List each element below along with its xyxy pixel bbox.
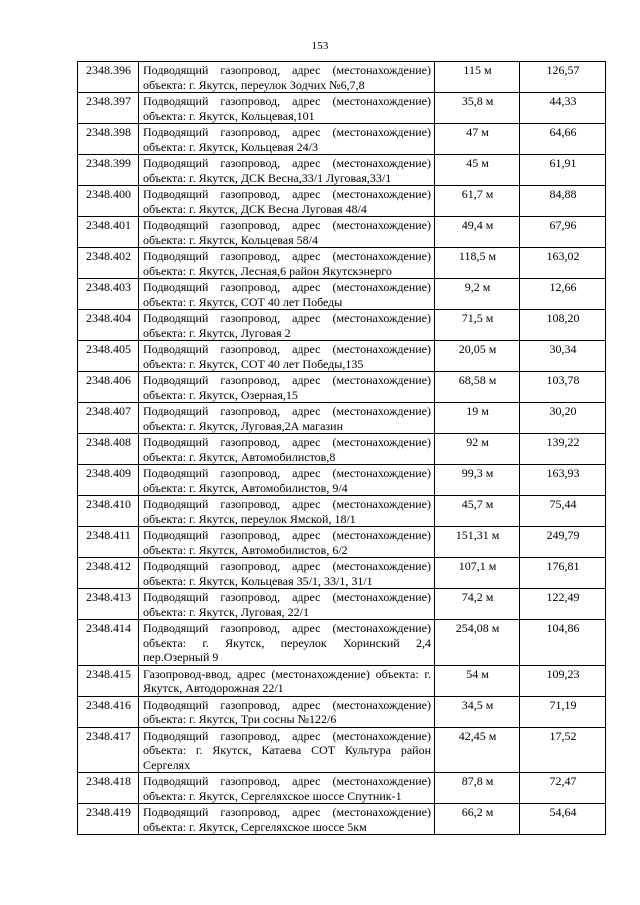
object-description-cell: Подводящий газопровод, адрес (местонахождение) объекта: г. Якутск, Кольцевая 24/3 — [139, 124, 435, 155]
table-row — [78, 403, 606, 434]
table-row — [78, 124, 606, 155]
object-description-cell: Подводящий газопровод, адрес (местонахождение) объекта: г. Якутск, Кольцевая 35/1, 33/1, 31/1 — [139, 558, 435, 589]
value-cell: 67,96 — [520, 217, 606, 248]
object-description-cell: Подводящий газопровод, адрес (местонахождение) объекта: г. Якутск, ДСК Весна Луговая 48/4 — [139, 186, 435, 217]
length-cell: 74,2 м — [435, 589, 520, 620]
table-row — [78, 620, 606, 666]
value-cell: 109,23 — [520, 665, 606, 696]
table-row — [78, 310, 606, 341]
row-number-cell: 2348.410 — [78, 496, 139, 527]
page-number: 153 — [311, 40, 329, 52]
value-cell: 104,86 — [520, 620, 606, 666]
object-description-cell: Подводящий газопровод, адрес (местонахождение) объекта: г. Якутск, СОТ 40 лет Победы,135 — [139, 341, 435, 372]
length-cell: 61,7 м — [435, 186, 520, 217]
row-number-cell: 2348.405 — [78, 341, 139, 372]
table-row — [78, 727, 606, 773]
value-cell: 176,81 — [520, 558, 606, 589]
row-number-cell: 2348.414 — [78, 620, 139, 666]
table-row — [78, 527, 606, 558]
value-cell: 71,19 — [520, 696, 606, 727]
table-row — [78, 248, 606, 279]
row-number-cell: 2348.404 — [78, 310, 139, 341]
object-description-cell: Подводящий газопровод, адрес (местонахождение) объекта: г. Якутск, Лесная,6 район Якутскэнерго — [139, 248, 435, 279]
row-number-cell: 2348.398 — [78, 124, 139, 155]
length-cell: 45,7 м — [435, 496, 520, 527]
length-cell: 92 м — [435, 434, 520, 465]
row-number-cell: 2348.402 — [78, 248, 139, 279]
table-row — [78, 496, 606, 527]
value-cell: 30,20 — [520, 403, 606, 434]
object-description-cell: Подводящий газопровод, адрес (местонахождение) объекта: г. Якутск, Автомобилистов, 9/4 — [139, 465, 435, 496]
value-cell: 163,93 — [520, 465, 606, 496]
object-description-cell: Подводящий газопровод, адрес (местонахождение) объекта: г. Якутск, Озерная,15 — [139, 372, 435, 403]
length-cell: 66,2 м — [435, 804, 520, 835]
object-description-cell: Подводящий газопровод, адрес (местонахождение) объекта: г. Якутск, переулок Зодчих №6,7,8 — [139, 62, 435, 93]
row-number-cell: 2348.397 — [78, 93, 139, 124]
object-description-cell: Подводящий газопровод, адрес (местонахождение) объекта: г. Якутск, Сергеляхское шоссе Спутник-1 — [139, 773, 435, 804]
object-description-cell: Подводящий газопровод, адрес (местонахождение) объекта: г. Якутск, Сергеляхское шоссе 5км — [139, 804, 435, 835]
table-row — [78, 465, 606, 496]
length-cell: 9,2 м — [435, 279, 520, 310]
table-row — [78, 341, 606, 372]
table-row — [78, 589, 606, 620]
length-cell: 107,1 м — [435, 558, 520, 589]
length-cell: 47 м — [435, 124, 520, 155]
value-cell: 139,22 — [520, 434, 606, 465]
length-cell: 115 м — [435, 62, 520, 93]
row-number-cell: 2348.396 — [78, 62, 139, 93]
object-description-cell: Подводящий газопровод, адрес (местонахождение) объекта: г. Якутск, Три сосны №122/6 — [139, 696, 435, 727]
row-number-cell: 2348.401 — [78, 217, 139, 248]
value-cell: 249,79 — [520, 527, 606, 558]
row-number-cell: 2348.412 — [78, 558, 139, 589]
object-description-cell: Подводящий газопровод, адрес (местонахождение) объекта: г. Якутск, переулок Ямской, 18/1 — [139, 496, 435, 527]
table-row — [78, 279, 606, 310]
table-row — [78, 372, 606, 403]
row-number-cell: 2348.418 — [78, 773, 139, 804]
value-cell: 64,66 — [520, 124, 606, 155]
value-cell: 163,02 — [520, 248, 606, 279]
object-description-cell: Газопровод-ввод, адрес (местонахождение) объекта: г. Якутск, Автодорожная 22/1 — [139, 665, 435, 696]
object-description-cell: Подводящий газопровод, адрес (местонахождение) объекта: г. Якутск, Луговая,2А магазин — [139, 403, 435, 434]
table-row — [78, 93, 606, 124]
length-cell: 118,5 м — [435, 248, 520, 279]
row-number-cell: 2348.413 — [78, 589, 139, 620]
length-cell: 99,3 м — [435, 465, 520, 496]
value-cell: 44,33 — [520, 93, 606, 124]
row-number-cell: 2348.400 — [78, 186, 139, 217]
length-cell: 68,58 м — [435, 372, 520, 403]
registry-table — [77, 61, 606, 835]
length-cell: 42,45 м — [435, 727, 520, 773]
row-number-cell: 2348.403 — [78, 279, 139, 310]
object-description-cell: Подводящий газопровод, адрес (местонахождение) объекта: г. Якутск, Автомобилистов, 6/2 — [139, 527, 435, 558]
registry-table-body — [78, 62, 606, 835]
row-number-cell: 2348.416 — [78, 696, 139, 727]
value-cell: 126,57 — [520, 62, 606, 93]
row-number-cell: 2348.408 — [78, 434, 139, 465]
object-description-cell: Подводящий газопровод, адрес (местонахождение) объекта: г. Якутск, Луговая, 22/1 — [139, 589, 435, 620]
table-row — [78, 665, 606, 696]
value-cell: 84,88 — [520, 186, 606, 217]
object-description-cell: Подводящий газопровод, адрес (местонахождение) объекта: г. Якутск, Катаева СОТ Культура район Сергелях — [139, 727, 435, 773]
value-cell: 17,52 — [520, 727, 606, 773]
value-cell: 75,44 — [520, 496, 606, 527]
row-number-cell: 2348.417 — [78, 727, 139, 773]
value-cell: 12,66 — [520, 279, 606, 310]
row-number-cell: 2348.419 — [78, 804, 139, 835]
length-cell: 49,4 м — [435, 217, 520, 248]
value-cell: 72,47 — [520, 773, 606, 804]
length-cell: 254,08 м — [435, 620, 520, 666]
value-cell: 54,64 — [520, 804, 606, 835]
length-cell: 151,31 м — [435, 527, 520, 558]
object-description-cell: Подводящий газопровод, адрес (местонахождение) объекта: г. Якутск, СОТ 40 лет Победы — [139, 279, 435, 310]
value-cell: 61,91 — [520, 155, 606, 186]
length-cell: 71,5 м — [435, 310, 520, 341]
value-cell: 103,78 — [520, 372, 606, 403]
row-number-cell: 2348.399 — [78, 155, 139, 186]
table-row — [78, 773, 606, 804]
object-description-cell: Подводящий газопровод, адрес (местонахождение) объекта: г. Якутск, Кольцевая,101 — [139, 93, 435, 124]
length-cell: 20,05 м — [435, 341, 520, 372]
row-number-cell: 2348.409 — [78, 465, 139, 496]
row-number-cell: 2348.415 — [78, 665, 139, 696]
object-description-cell: Подводящий газопровод, адрес (местонахождение) объекта: г. Якутск, ДСК Весна,33/1 Луговая,33/1 — [139, 155, 435, 186]
object-description-cell: Подводящий газопровод, адрес (местонахождение) объекта: г. Якутск, Луговая 2 — [139, 310, 435, 341]
table-row — [78, 217, 606, 248]
row-number-cell: 2348.406 — [78, 372, 139, 403]
table-row — [78, 186, 606, 217]
value-cell: 122,49 — [520, 589, 606, 620]
length-cell: 54 м — [435, 665, 520, 696]
table-row — [78, 804, 606, 835]
length-cell: 87,8 м — [435, 773, 520, 804]
value-cell: 30,34 — [520, 341, 606, 372]
length-cell: 35,8 м — [435, 93, 520, 124]
table-row — [78, 155, 606, 186]
length-cell: 19 м — [435, 403, 520, 434]
table-row — [78, 62, 606, 93]
object-description-cell: Подводящий газопровод, адрес (местонахождение) объекта: г. Якутск, Кольцевая 58/4 — [139, 217, 435, 248]
row-number-cell: 2348.411 — [78, 527, 139, 558]
table-row — [78, 696, 606, 727]
table-row — [78, 434, 606, 465]
value-cell: 108,20 — [520, 310, 606, 341]
length-cell: 45 м — [435, 155, 520, 186]
length-cell: 34,5 м — [435, 696, 520, 727]
table-row — [78, 558, 606, 589]
row-number-cell: 2348.407 — [78, 403, 139, 434]
object-description-cell: Подводящий газопровод, адрес (местонахождение) объекта: г. Якутск, переулок Хоринский 2,4 пер.Озерный 9 — [139, 620, 435, 666]
object-description-cell: Подводящий газопровод, адрес (местонахождение) объекта: г. Якутск, Автомобилистов,8 — [139, 434, 435, 465]
